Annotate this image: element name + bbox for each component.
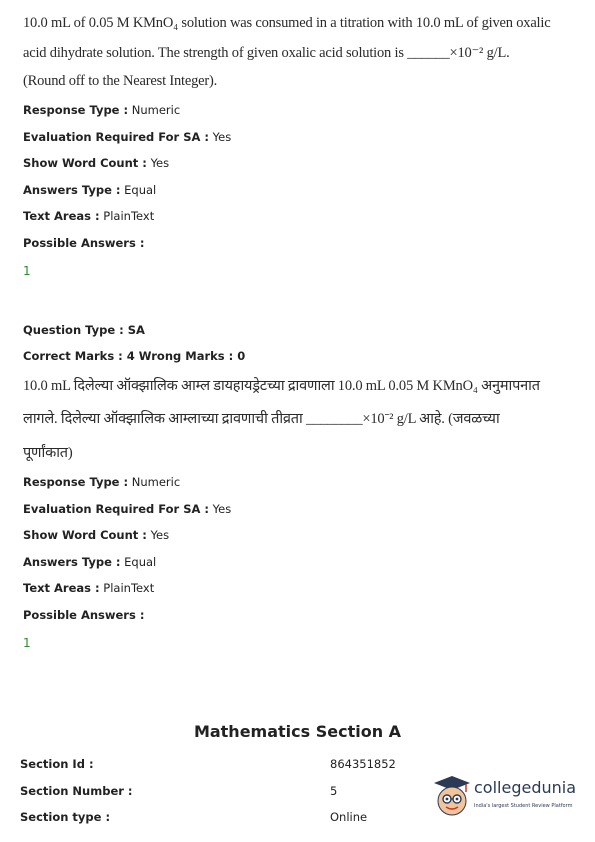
question-1-line-2: acid dihydrate solution. The strength of given oxalic acid solution is ______×10⁻² g/L. [23,45,510,61]
section-id-label: Section Id : [20,757,94,771]
logo-name: collegedunia [474,778,577,797]
q2-text-areas: Text Areas : PlainText [23,581,155,595]
mascot-icon [432,774,472,820]
q2-evaluation-required: Evaluation Required For SA : Yes [23,502,232,516]
q1-text-areas: Text Areas : PlainText [23,209,155,223]
q2-response-type: Response Type : Numeric [23,475,181,489]
logo-tagline: India's largest Student Review Platform [474,803,573,809]
question-2-line-3: पूर्णांकात) [23,445,73,461]
question-2-line-1: 10.0 mL दिलेल्या ऑक्झालिक आम्ल डायहायड्रेटच्या द्रावणाला 10.0 mL 0.05 M KMnO₄ अनुमापनात [23,378,540,394]
question-2-line-2: लागले. दिलेल्या ऑक्झालिक आम्लाच्या द्रावणाची तीव्रता ________×10⁻² g/L आहे. (जवळच्या [23,411,500,427]
q1-evaluation-required: Evaluation Required For SA : Yes [23,130,232,144]
section-type-label: Section type : [20,810,111,824]
q2-question-type: Question Type : SA [23,323,145,337]
collegedunia-logo [432,774,582,824]
q1-answers-type: Answers Type : Equal [23,183,157,197]
q1-show-word-count: Show Word Count : Yes [23,156,170,170]
section-number-value: 5 [330,784,338,798]
q1-response-type: Response Type : Numeric [23,103,181,117]
q2-marks: Correct Marks : 4 Wrong Marks : 0 [23,349,246,363]
q2-show-word-count: Show Word Count : Yes [23,528,170,542]
question-1-line-1: 10.0 mL of 0.05 M KMnO₄ solution was consumed in a titration with 10.0 mL of given oxalic [23,15,551,31]
section-type-value: Online [330,810,368,824]
section-id-value: 864351852 [330,757,396,771]
q1-answer: 1 [23,264,31,278]
section-title: Mathematics Section A [193,722,402,741]
question-1-line-3: (Round off to the Nearest Integer). [23,73,218,89]
q1-possible-answers-label: Possible Answers : [23,236,145,250]
section-number-label: Section Number : [20,784,133,798]
q2-answer: 1 [23,636,31,650]
q2-possible-answers-label: Possible Answers : [23,608,145,622]
q2-answers-type: Answers Type : Equal [23,555,157,569]
